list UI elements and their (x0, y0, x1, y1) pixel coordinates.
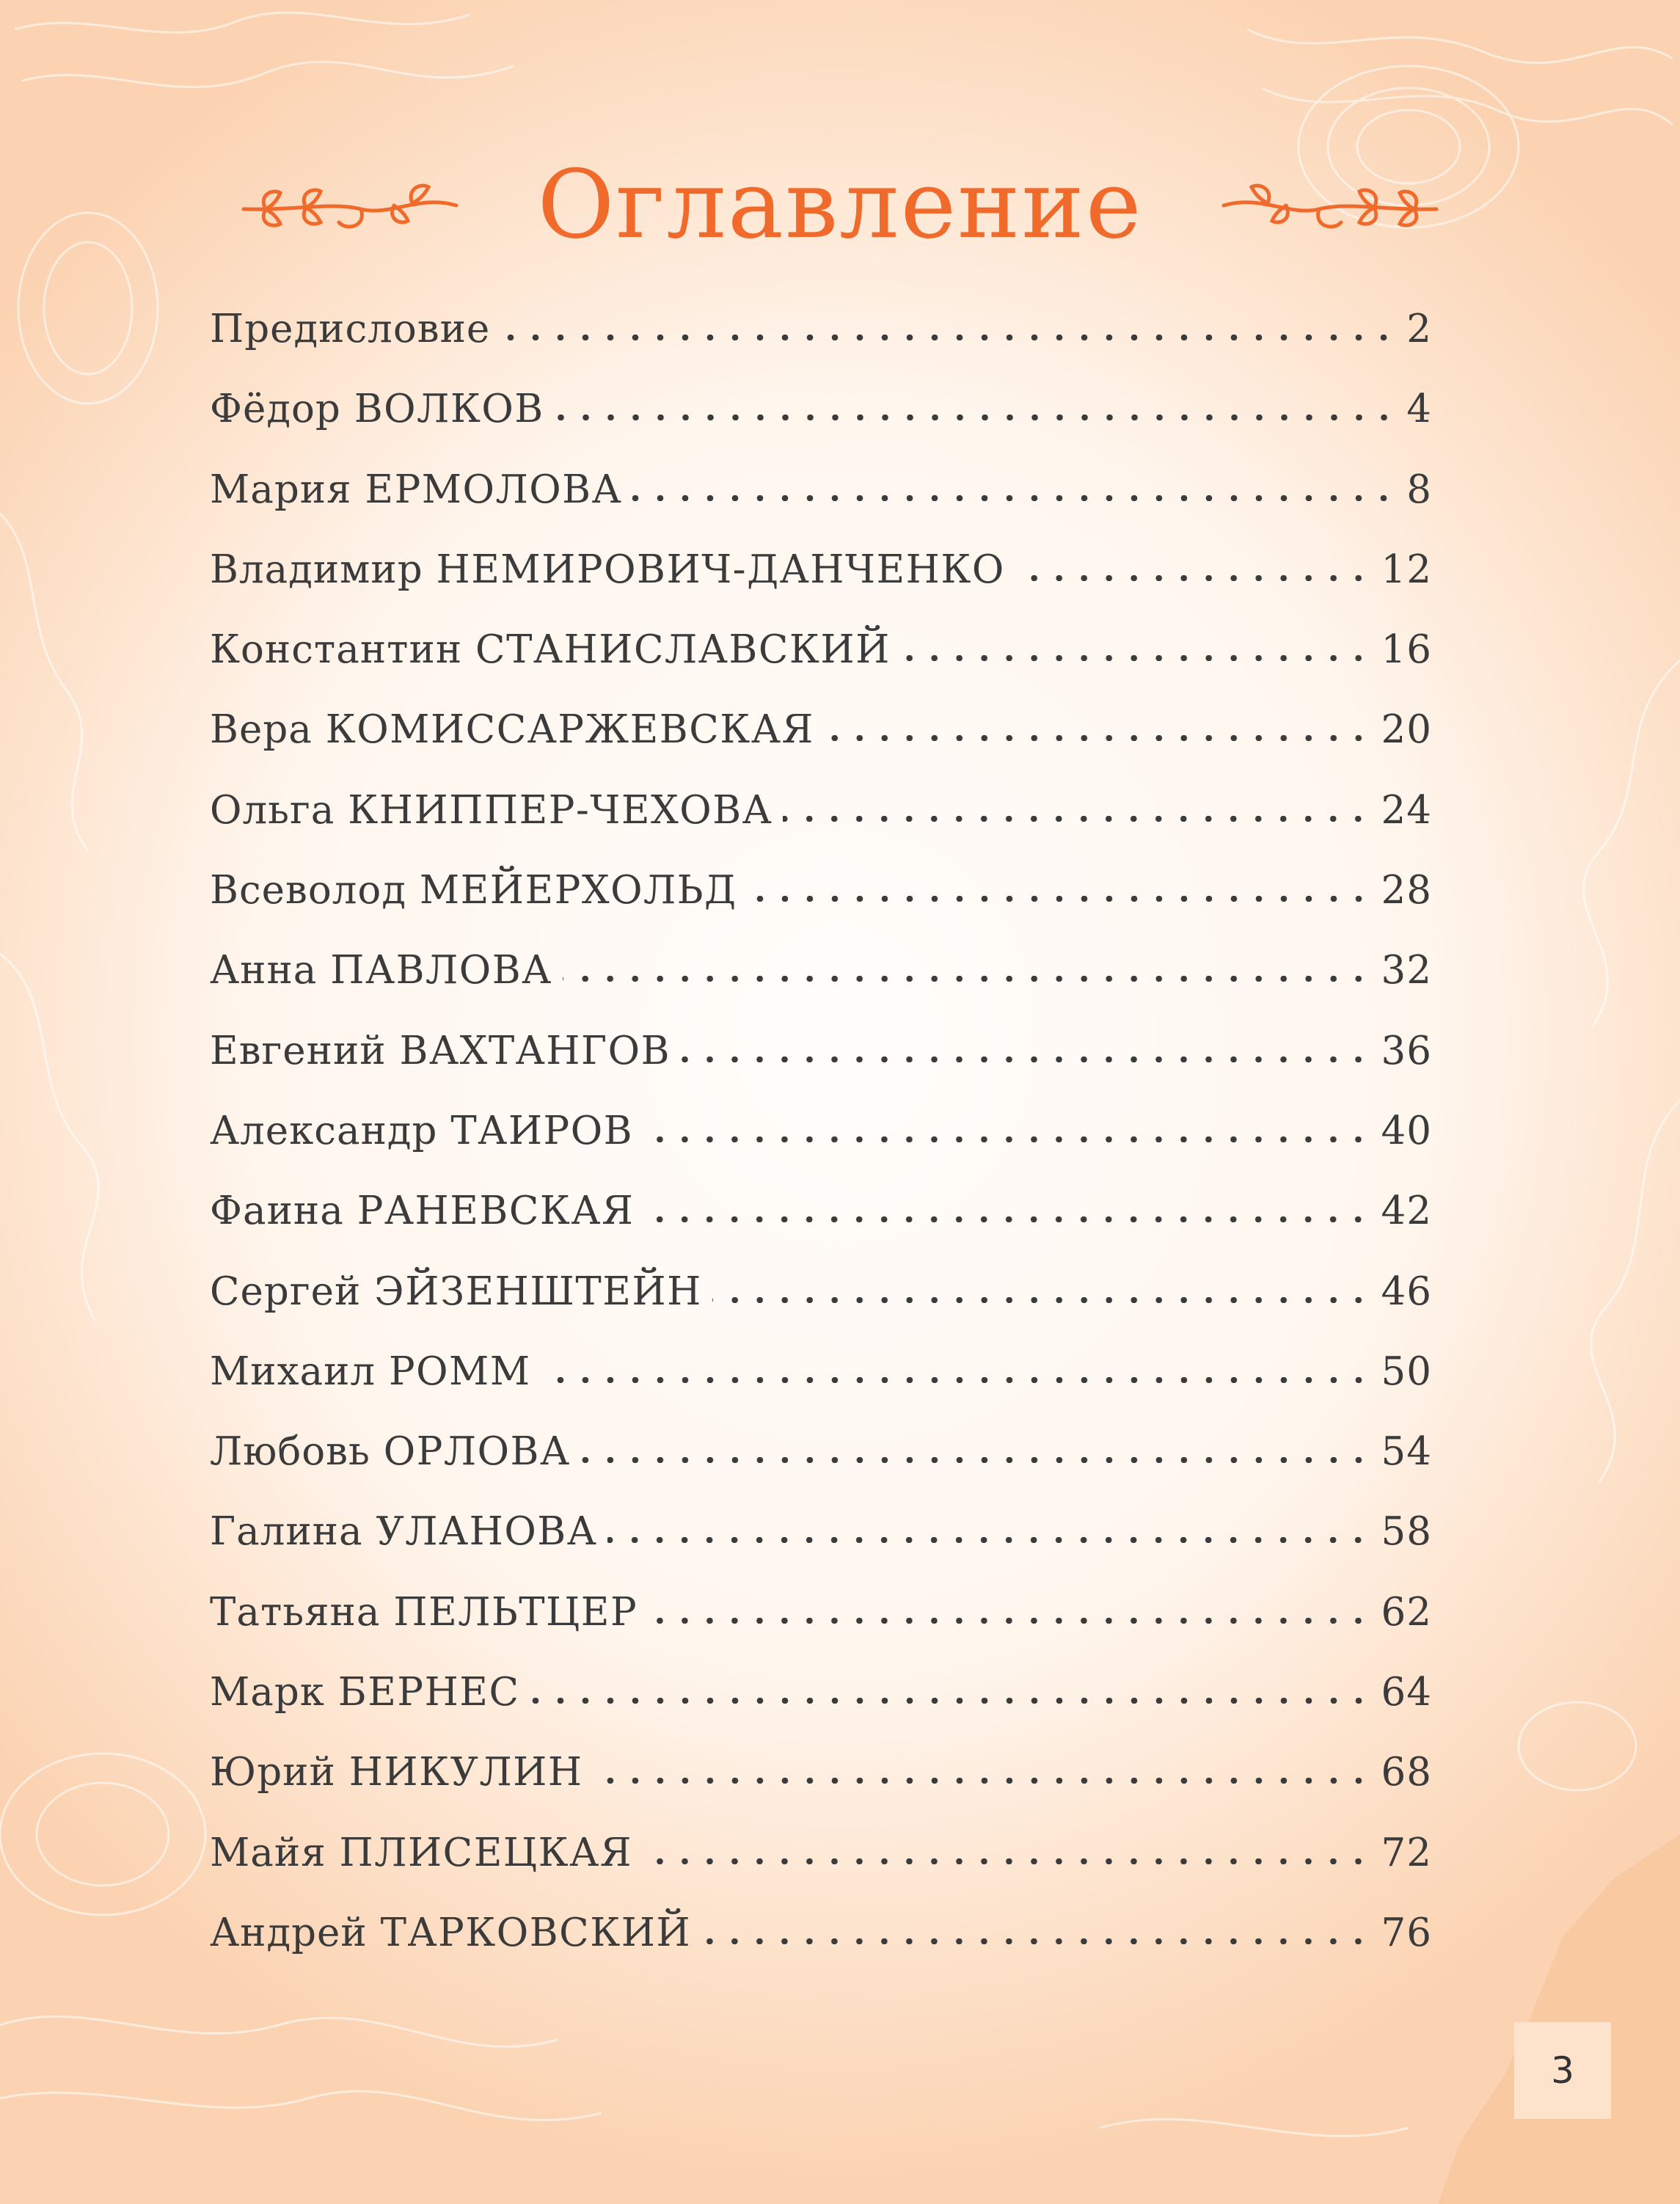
toc-entry[interactable] (210, 627, 1432, 707)
toc-first-name: Юрий (210, 1750, 336, 1795)
toc-page-number: 32 (1381, 948, 1432, 993)
toc-first-name: Любовь (210, 1429, 370, 1475)
toc-entry[interactable] (210, 1911, 1432, 1990)
toc-surname: ВАХТАНГОВ (399, 1028, 671, 1073)
toc-entry[interactable] (210, 1590, 1432, 1670)
toc-entry[interactable] (210, 467, 1432, 547)
toc-page-number: 28 (1381, 868, 1432, 913)
toc-first-name: Андрей (210, 1910, 368, 1955)
toc-surname: РАНЕВСКАЯ (357, 1189, 635, 1234)
dot-leader (783, 816, 1370, 822)
toc-surname: ВОЛКОВ (354, 387, 544, 432)
dot-leader (500, 335, 1396, 340)
table-of-contents (210, 307, 1432, 1990)
toc-entry[interactable] (210, 307, 1432, 387)
toc-first-name: Фаина (210, 1189, 344, 1234)
toc-entry[interactable] (210, 1509, 1432, 1589)
toc-page-number: 58 (1381, 1509, 1432, 1555)
toc-page-number: 64 (1381, 1670, 1432, 1715)
toc-surname: НЕМИРОВИЧ-ДАНЧЕНКО (436, 547, 1005, 592)
toc-page-number: 76 (1381, 1910, 1432, 1955)
toc-page-number: 4 (1406, 387, 1432, 432)
toc-first-name: Татьяна (210, 1589, 381, 1635)
toc-entry[interactable] (210, 1670, 1432, 1750)
toc-entry[interactable] (210, 1109, 1432, 1189)
toc-first-name: Предисловие (210, 307, 491, 351)
page-number: 3 (1551, 2049, 1574, 2092)
toc-page-number: 46 (1381, 1269, 1432, 1314)
page-number-tab (1514, 2022, 1611, 2119)
toc-page-number: 72 (1381, 1830, 1432, 1875)
dot-leader (632, 495, 1396, 501)
dot-leader (712, 1297, 1371, 1303)
toc-first-name: Фёдор (210, 387, 341, 432)
dot-leader (648, 1618, 1370, 1624)
toc-page-number: 62 (1381, 1589, 1432, 1635)
dot-leader (644, 1216, 1370, 1222)
dot-leader (555, 415, 1397, 420)
laurel-branch-icon (1216, 172, 1444, 238)
dot-leader (541, 1377, 1371, 1383)
dot-leader (901, 655, 1371, 661)
toc-first-name: Константин (210, 627, 463, 673)
toc-entry[interactable] (210, 788, 1432, 868)
dot-leader (748, 896, 1371, 902)
toc-page-number: 36 (1381, 1028, 1432, 1073)
dot-leader (563, 976, 1371, 982)
toc-page-number: 50 (1381, 1349, 1432, 1394)
dot-leader (594, 1778, 1371, 1784)
page-title: Оглавление (537, 150, 1143, 260)
toc-entry[interactable] (210, 948, 1432, 1028)
toc-first-name: Сергей (210, 1269, 362, 1314)
toc-surname: ТАИРОВ (450, 1108, 634, 1153)
toc-surname: ЕРМОЛОВА (365, 467, 623, 512)
toc-surname: ПЕЛЬТЦЕР (393, 1589, 638, 1635)
toc-first-name: Всеволод (210, 868, 406, 913)
toc-page-number: 42 (1381, 1189, 1432, 1234)
toc-page-number: 20 (1381, 707, 1432, 753)
toc-page-number: 8 (1406, 467, 1432, 512)
toc-entry[interactable] (210, 387, 1432, 467)
toc-entry[interactable] (210, 1269, 1432, 1349)
toc-first-name: Александр (210, 1108, 438, 1153)
toc-first-name: Владимир (210, 547, 423, 592)
toc-surname: МЕЙЕРХОЛЬД (419, 868, 737, 913)
toc-first-name: Евгений (210, 1028, 387, 1073)
toc-page-number: 68 (1381, 1750, 1432, 1795)
toc-page-number: 2 (1406, 307, 1432, 351)
toc-first-name: Майя (210, 1830, 326, 1875)
toc-surname: КОМИССАРЖЕВСКАЯ (325, 707, 814, 753)
toc-page-number: 54 (1381, 1429, 1432, 1475)
toc-entry[interactable] (210, 1831, 1432, 1911)
toc-surname: УЛАНОВА (376, 1509, 598, 1555)
toc-page-number: 24 (1381, 787, 1432, 833)
toc-page-number: 16 (1381, 627, 1432, 673)
toc-surname: КНИППЕР-ЧЕХОВА (348, 787, 773, 833)
toc-entry[interactable] (210, 1429, 1432, 1509)
toc-page-number: 40 (1381, 1108, 1432, 1153)
toc-entry[interactable] (210, 1029, 1432, 1109)
dot-leader (643, 1136, 1370, 1142)
toc-entry[interactable] (210, 1189, 1432, 1269)
dot-leader (701, 1938, 1370, 1944)
toc-first-name: Галина (210, 1509, 363, 1555)
toc-entry[interactable] (210, 1349, 1432, 1429)
toc-entry[interactable] (210, 707, 1432, 787)
toc-entry[interactable] (210, 1750, 1432, 1830)
toc-surname: ЭЙЗЕНШТЕЙН (374, 1269, 702, 1314)
dot-leader (681, 1057, 1371, 1062)
toc-surname: ПЛИСЕЦКАЯ (339, 1830, 633, 1875)
dot-leader (581, 1457, 1371, 1463)
dot-leader (643, 1858, 1370, 1864)
toc-page-number: 12 (1381, 547, 1432, 592)
toc-first-name: Ольга (210, 787, 335, 833)
toc-surname: СТАНИСЛАВСКИЙ (475, 627, 891, 673)
toc-surname: ПАВЛОВА (330, 948, 552, 993)
toc-entry[interactable] (210, 547, 1432, 627)
toc-first-name: Вера (210, 707, 313, 753)
dot-leader (1015, 575, 1371, 581)
toc-surname: ТАРКОВСКИЙ (380, 1910, 692, 1955)
dot-leader (607, 1537, 1370, 1543)
toc-first-name: Михаил (210, 1349, 376, 1394)
laurel-branch-icon (236, 172, 464, 238)
dot-leader (825, 735, 1371, 741)
toc-entry[interactable] (210, 868, 1432, 948)
toc-surname: НИКУЛИН (348, 1750, 583, 1795)
toc-first-name: Марк (210, 1670, 325, 1715)
toc-surname: РОММ (388, 1349, 531, 1394)
title-row (0, 139, 1680, 271)
toc-surname: ОРЛОВА (383, 1429, 571, 1475)
dot-leader (530, 1698, 1371, 1704)
toc-first-name: Мария (210, 467, 352, 512)
toc-first-name: Анна (210, 948, 318, 993)
toc-surname: БЕРНЕС (337, 1670, 520, 1715)
